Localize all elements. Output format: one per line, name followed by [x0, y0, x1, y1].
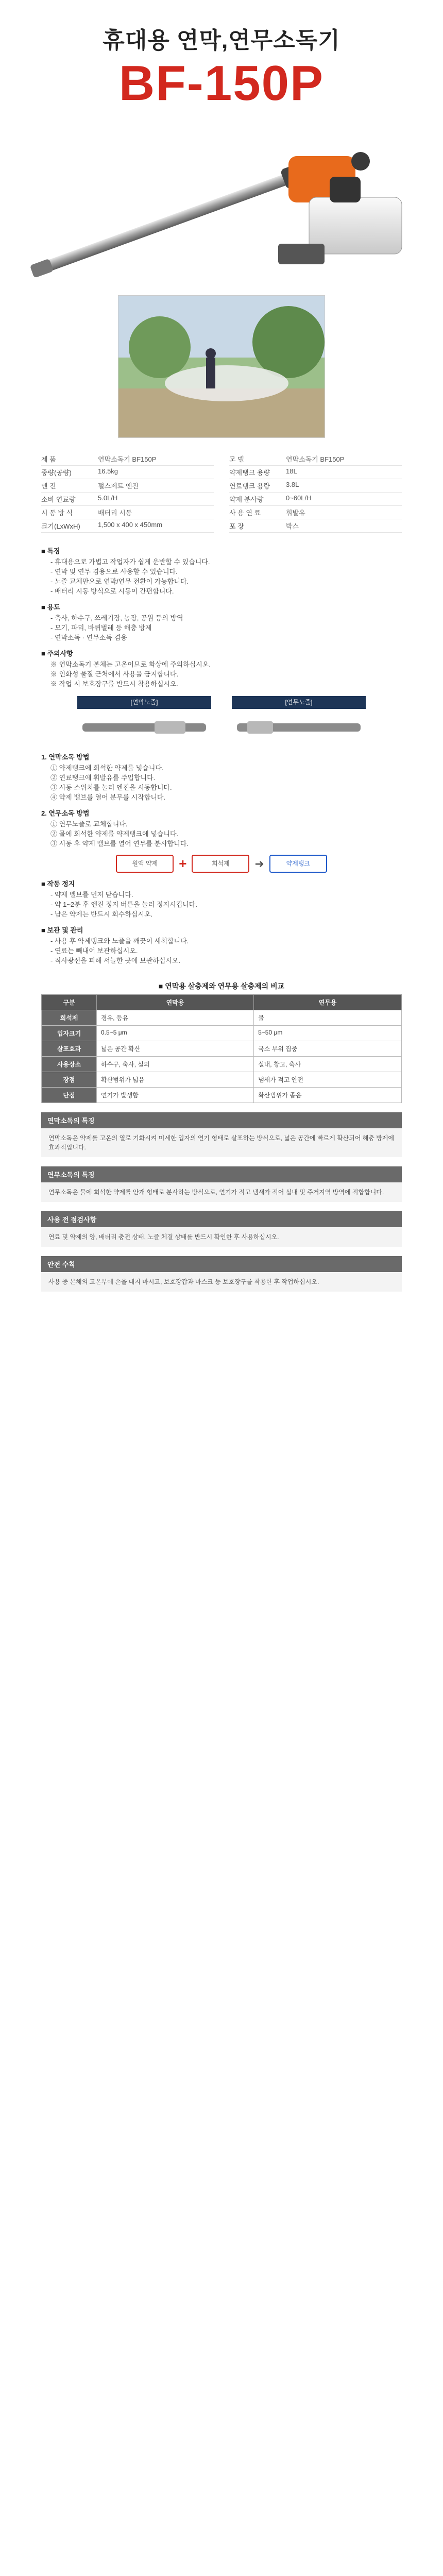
spec-key: 중량(공량) [41, 468, 72, 477]
section-line: - 휴대용으로 가볍고 작업자가 쉽게 운반할 수 있습니다. [50, 557, 210, 566]
section-line: - 연막 및 연무 겸용으로 사용할 수 있습니다. [50, 567, 178, 575]
table-row [42, 1041, 402, 1056]
section-line: ※ 작업 시 보호장구를 반드시 착용하십시오. [50, 680, 179, 688]
section-line: - 모기, 파리, 바퀴벌레 등 해충 방제 [50, 623, 152, 632]
topic-text: 연막소독은 약제를 고온의 열로 기화시켜 미세한 입자의 연기 형태로 살포하는 방식으로, 넓은 공간에 빠르게 확산되어 해충 방제에 효과적입니다. [41, 1128, 402, 1157]
section-line: ※ 인화성 물질 근처에서 사용을 금지합니다. [50, 670, 179, 678]
topic-heading: 안전 수칙 [41, 1256, 402, 1272]
plus-icon: + [179, 855, 187, 871]
model-title: BF-150P [118, 56, 325, 111]
section-title: 2. 연무소독 방법 [41, 809, 90, 817]
table-row [42, 1025, 402, 1041]
arrow-right-icon: ➜ [254, 857, 264, 870]
spec-row [41, 493, 214, 506]
nozzle-images [41, 696, 402, 745]
table-row [42, 1072, 402, 1087]
spec-key: 연료탱크 용량 [229, 482, 270, 490]
table-row [42, 1087, 402, 1103]
section-line: ③ 시동 후 약제 밸브를 열어 연무를 분사합니다. [50, 839, 189, 848]
table-cell: 냄새가 적고 안전 [254, 1072, 402, 1087]
spec-row [41, 479, 214, 493]
table-row [42, 1056, 402, 1072]
fog-nozzle [77, 696, 211, 745]
table-cell: 5~50 μm [254, 1025, 402, 1041]
table-cell: 연기가 발생함 [97, 1087, 254, 1103]
spec-key: 사 용 연 료 [229, 509, 261, 517]
spec-value: 휘발유 [286, 509, 305, 517]
product-subtitle: 휴대용 연막,연무소독기 [103, 28, 340, 53]
spec-row [229, 479, 402, 493]
table-header: 구분 [42, 994, 97, 1010]
table-cell: 실내, 창고, 축사 [254, 1056, 402, 1072]
topic-text: 연료 및 약제의 양, 배터리 충전 상태, 노즐 체결 상태를 반드시 확인한 후 사용하십시오. [41, 1227, 402, 1247]
spec-key: 엔 진 [41, 482, 56, 490]
spec-key: 약제 분사량 [229, 495, 264, 503]
concentrate-box: 원액 약제 [116, 855, 174, 873]
text-section [41, 925, 402, 965]
section-line: - 연료는 빼내어 보관하십시오. [50, 946, 138, 955]
table-cell: 넓은 공간 확산 [97, 1041, 254, 1056]
table-cell: 확산범위가 좁음 [254, 1087, 402, 1103]
table-cell: 0.5~5 μm [97, 1025, 254, 1041]
topic-text: 연무소독은 물에 희석한 약제를 안개 형태로 분사하는 방식으로, 연기가 적고 냄새가 적어 실내 및 주거지역 방역에 적합합니다. [41, 1182, 402, 1202]
topic-heading: 연무소독의 특징 [41, 1166, 402, 1182]
header [0, 0, 443, 110]
section-line: ④ 약제 밸브를 열어 분무를 시작합니다. [50, 793, 166, 801]
spec-row [41, 452, 214, 466]
section-line: - 직사광선을 피해 서늘한 곳에 보관하십시오. [50, 956, 181, 964]
spec-value: 배터리 시동 [98, 509, 132, 517]
text-section [41, 649, 402, 689]
section-title: ■ 작동 정지 [41, 879, 75, 888]
spec-value: 1,500 x 400 x 450mm [98, 520, 163, 529]
table-cell: 입자크기 [42, 1025, 97, 1041]
section-line: ※ 연막소독기 본체는 고온이므로 화상에 주의하십시오. [50, 660, 211, 668]
usage-photo [118, 295, 325, 438]
topic-block [41, 1256, 402, 1292]
spec-value: 박스 [286, 522, 299, 530]
section-line: ③ 시동 스위치를 눌러 엔진을 시동합니다. [50, 783, 172, 791]
spec-key: 제 품 [41, 455, 56, 463]
mist-nozzle [232, 696, 366, 745]
product-image [0, 120, 443, 290]
table-cell: 살포효과 [42, 1041, 97, 1056]
table-cell: 하수구, 축사, 실외 [97, 1056, 254, 1072]
nozzle-label: [연무노즐] [232, 696, 366, 709]
text-section [41, 546, 402, 596]
spec-value: 연막소독기 BF150P [286, 455, 345, 463]
topic-block [41, 1166, 402, 1202]
section-line: - 축사, 하수구, 쓰레기장, 농장, 공원 등의 방역 [50, 614, 183, 622]
section-line: - 노즐 교체만으로 연막/연무 전환이 가능합니다. [50, 577, 189, 585]
table-cell: 물 [254, 1010, 402, 1025]
section-title: ■ 용도 [41, 603, 60, 611]
section-line: - 연막소독 · 연무소독 겸용 [50, 633, 127, 641]
spec-row [229, 466, 402, 479]
spec-row [229, 452, 402, 466]
table-header: 연막용 [97, 994, 254, 1010]
spec-value: 3.8L [286, 480, 299, 488]
text-section [41, 879, 402, 919]
section-line: ① 연무노즐로 교체합니다. [50, 820, 128, 828]
spec-value: 0~60L/H [286, 494, 312, 502]
table-cell: 장점 [42, 1072, 97, 1087]
spec-grid [41, 452, 402, 533]
section-line: - 사용 후 약제탱크와 노즐을 깨끗이 세척합니다. [50, 937, 189, 945]
spec-value: 펄스제트 엔진 [98, 482, 139, 490]
table-header: 연무용 [254, 994, 402, 1010]
section-line: - 약제 밸브를 먼저 닫습니다. [50, 890, 133, 899]
section-line: ② 물에 희석한 약제를 약제탱크에 넣습니다. [50, 829, 179, 838]
spec-row [229, 506, 402, 519]
topic-text: 사용 중 본체의 고온부에 손을 대지 마시고, 보호장갑과 마스크 등 보호장구를 착용한 후 작업하십시오. [41, 1272, 402, 1292]
section-line: - 약 1~2분 후 엔진 정지 버튼을 눌러 정지시킵니다. [50, 900, 197, 908]
table-cell: 사용장소 [42, 1056, 97, 1072]
topic-heading: 연막소독의 특징 [41, 1112, 402, 1128]
topic-block [41, 1211, 402, 1247]
comparison-table [41, 981, 402, 1103]
spec-value: 5.0L/H [98, 494, 118, 502]
spec-key: 크기(LxWxH) [41, 522, 80, 530]
table-cell: 국소 부위 집중 [254, 1041, 402, 1056]
section-line: ② 연료탱크에 휘발유를 주입합니다. [50, 773, 156, 782]
section-title: ■ 주의사항 [41, 649, 73, 657]
spec-key: 약제탱크 용량 [229, 468, 270, 477]
spec-row [229, 519, 402, 533]
description-body [41, 546, 402, 965]
spec-row [41, 466, 214, 479]
section-line: - 배터리 시동 방식으로 시동이 간편합니다. [50, 587, 174, 595]
nozzle-label: [연막노즐] [77, 696, 211, 709]
section-title: ■ 보관 및 관리 [41, 926, 83, 934]
topic-heading: 사용 전 점검사항 [41, 1211, 402, 1227]
topic-block [41, 1112, 402, 1157]
section-line: ① 약제탱크에 희석한 약제를 넣습니다. [50, 764, 164, 772]
spec-value: 연막소독기 BF150P [98, 455, 157, 463]
section-line: - 남은 약제는 반드시 회수하십시오. [50, 910, 153, 918]
tank-box: 약제탱크 [269, 855, 327, 873]
mixing-diagram [41, 855, 402, 873]
spec-key: 모 델 [229, 455, 244, 463]
table-caption: ■ 연막용 살충제와 연무용 살충제의 비교 [158, 981, 285, 990]
text-section [41, 752, 402, 802]
spec-row [41, 506, 214, 519]
diluent-box: 희석제 [192, 855, 249, 873]
table-cell: 확산범위가 넓음 [97, 1072, 254, 1087]
spec-key: 소비 연료량 [41, 495, 76, 503]
spec-value: 18L [286, 467, 297, 475]
spec-row [41, 519, 214, 533]
spec-key: 시 동 방 식 [41, 509, 73, 517]
spec-value: 16.5kg [98, 467, 118, 475]
section-title: 1. 연막소독 방법 [41, 753, 90, 761]
table-cell: 희석제 [42, 1010, 97, 1025]
text-section [41, 808, 402, 849]
table-row [42, 1010, 402, 1025]
section-title: ■ 특징 [41, 547, 60, 555]
text-section [41, 602, 402, 642]
table-cell: 경유, 등유 [97, 1010, 254, 1025]
table-cell: 단점 [42, 1087, 97, 1103]
spec-key: 포 장 [229, 522, 244, 530]
spec-row [229, 493, 402, 506]
